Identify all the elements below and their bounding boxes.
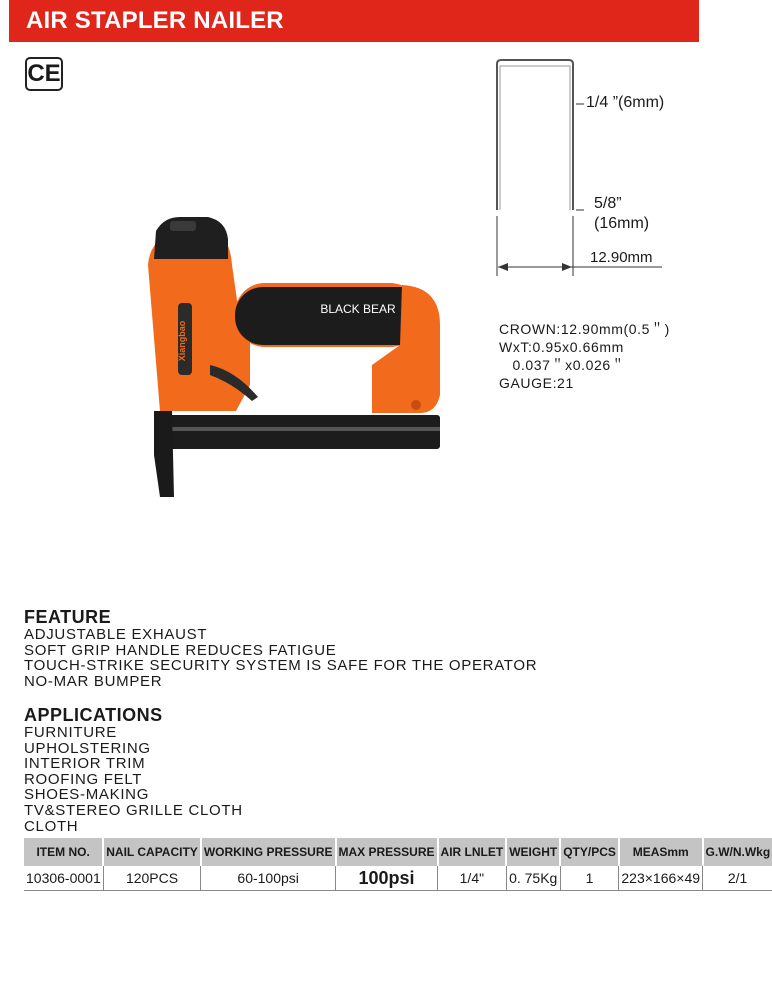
staple-specifications (499, 320, 670, 392)
list-item: ADJUSTABLE EXHAUST (24, 626, 208, 643)
ce-certification-mark: CE (25, 57, 63, 91)
nose-piece (154, 411, 174, 497)
col-nail-capacity: NAIL CAPACITY (103, 838, 201, 866)
list-item: UPHOLSTERING (24, 739, 151, 757)
cell-air-inlet: 1/4" (438, 866, 507, 891)
list-item: SOFT GRIP HANDLE REDUCES FATIGUE (24, 641, 337, 659)
cell-weight: 0. 75Kg (506, 866, 560, 891)
cell-working-pressure: 60-100psi (201, 866, 336, 891)
list-item: TOUCH-STRIKE SECURITY SYSTEM IS SAFE FOR THE OPERATOR (24, 657, 538, 675)
applications-list (24, 725, 243, 834)
applications-heading: APPLICATIONS (24, 705, 163, 725)
magazine-rail (160, 415, 440, 449)
list-item: NO-MAR BUMPER (24, 672, 163, 690)
col-air-inlet: AIR LNLET (438, 838, 507, 866)
spec-gauge: GAUGE:21 (499, 375, 574, 391)
stapler-tool-image (140, 215, 450, 505)
feature-heading: FEATURE (24, 607, 112, 627)
spec-wxt-inch: 0.037＂x0.026＂ (499, 357, 626, 373)
cell-item-no: 10306-0001 (24, 866, 103, 891)
list-item: ROOFING FELT (24, 770, 143, 788)
col-working-pressure: WORKING PRESSURE (201, 838, 336, 866)
cell-qty: 1 (560, 866, 619, 891)
leg-length-label (594, 194, 684, 234)
col-max-pressure: MAX PRESSURE (336, 838, 438, 866)
cell-meas: 223×166×49 (619, 866, 703, 891)
feature-section (24, 607, 537, 689)
col-qty: QTY/PCS (560, 838, 619, 866)
crown-width-label: 12.90mm (590, 249, 653, 266)
leg-length-mm: (16mm) (594, 215, 650, 232)
page-title: AIR STAPLER NAILER (26, 7, 284, 34)
thickness-dimension-label: 1/4 ”(6mm) (586, 94, 665, 111)
col-item-no: ITEM NO. (24, 838, 103, 866)
spec-wxt-mm: WxT:0.95x0.66mm (499, 339, 624, 355)
leg-length-inches: 5/8” (594, 195, 622, 212)
list-item: SHOES-MAKING (24, 786, 150, 804)
grip-brand-text: BLACK BEAR (320, 302, 396, 316)
list-item: FURNITURE (24, 724, 117, 741)
spec-crown: CROWN:12.90mm(0.5＂) (499, 321, 670, 337)
col-gw-nw: G.W/N.Wkg (703, 838, 772, 866)
staple-dimension-diagram (488, 56, 688, 276)
list-item: TV&STEREO GRILLE CLOTH (24, 801, 243, 819)
staple-outline (497, 60, 573, 210)
col-weight: WEIGHT (506, 838, 560, 866)
table-header-row (24, 838, 772, 866)
feature-list (24, 627, 537, 689)
list-item: INTERIOR TRIM (24, 755, 146, 773)
cell-max-pressure: 100psi (336, 866, 438, 891)
cell-nail-capacity: 120PCS (103, 866, 201, 891)
applications-section (24, 705, 243, 834)
body-brand-text: Xiangbao (177, 320, 187, 362)
title-bar (9, 0, 699, 42)
list-item: CLOTH (24, 817, 79, 835)
table-row (24, 866, 772, 891)
product-spec-table (24, 838, 772, 891)
cell-gw-nw: 2/1 (703, 866, 772, 891)
col-meas: MEASmm (619, 838, 703, 866)
